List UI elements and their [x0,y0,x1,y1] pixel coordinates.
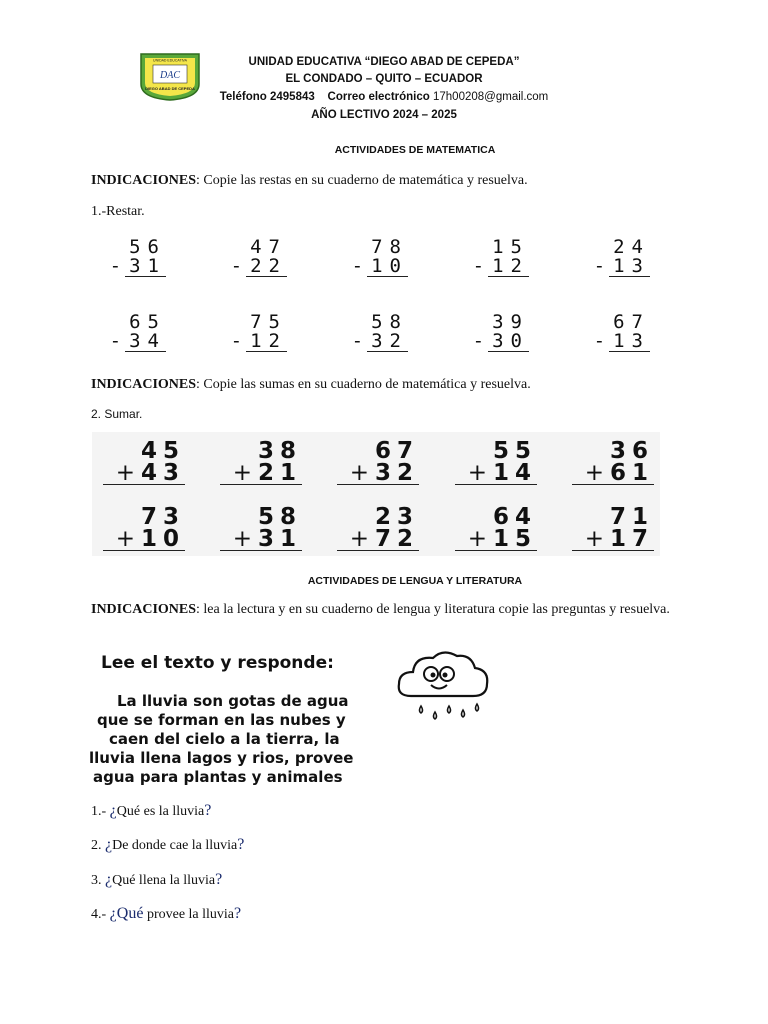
question-mark-close: ? [237,836,245,853]
minuend: 58 [371,311,408,333]
addend-bottom: 14 [492,460,537,486]
subtrahend: 22 [246,257,287,277]
plus-sign: + [584,526,604,552]
addend-top: 45 [140,438,185,464]
addend-bottom: 17 [609,526,654,552]
question-4 [91,905,241,923]
addition-problem [337,506,419,551]
question-text: provee la lluvia [143,907,235,922]
math-indications-sub [91,171,671,191]
plus-sign: + [232,460,252,486]
minus-sign: - [230,330,243,352]
addition-problem [455,440,537,485]
indications-label: INDICACIONES [91,602,197,617]
addition-problem [103,440,185,485]
indications-text: : lea la lectura y en su cuaderno de lengua y literatura copie las preguntas y resuelva. [196,602,670,617]
minuend: 47 [250,236,287,258]
minuend: 39 [492,311,529,333]
minus-sign: - [472,255,485,277]
subtraction-problem [227,313,287,352]
minuend: 67 [613,311,650,333]
question-2 [91,836,244,854]
reading-passage [91,648,491,788]
minus-sign: - [593,255,606,277]
plus-sign: + [115,526,135,552]
subtrahend: 12 [488,257,529,277]
phone-label: Teléfono 2495843 [219,91,315,103]
subtraction-problem [590,238,650,277]
subtrahend: 31 [125,257,166,277]
addition-problem [572,506,654,551]
plus-sign: + [232,526,252,552]
addend-bottom: 21 [257,460,302,486]
rain-cloud-icon [391,648,491,728]
minuend: 56 [129,236,166,258]
question-mark-close: ? [204,802,212,819]
subtraction-problem [348,313,408,352]
question-text: Qué es la lluvia [116,804,205,819]
subtraction-problem [469,313,529,352]
addend-bottom: 32 [374,460,419,486]
addition-problem [455,506,537,551]
minus-sign: - [230,255,243,277]
plus-sign: + [349,526,369,552]
minuend: 15 [492,236,529,258]
language-indications [91,600,671,620]
subtrahend: 34 [125,332,166,352]
minus-sign: - [472,330,485,352]
minuend: 78 [371,236,408,258]
question-text: De donde cae la lluvia [112,838,238,853]
indications-text: : Copie las sumas en su cuaderno de matemática y resuelva. [196,377,531,392]
subtraction-heading: 1.-Restar. [91,204,145,219]
question-number: 2. [91,838,105,853]
question-3 [91,871,222,889]
addend-bottom: 10 [140,526,185,552]
reading-line: que se forman en las nubes y [97,711,346,729]
question-number: 4.- [91,907,110,922]
plus-sign: + [115,460,135,486]
minus-sign: - [109,330,122,352]
reading-line: La lluvia son gotas de agua [117,692,349,710]
minus-sign: - [351,255,364,277]
addition-problem [220,506,302,551]
question-mark-open: ¿ [105,836,113,853]
svg-text:DAC: DAC [160,70,180,81]
addend-top: 67 [374,438,419,464]
subtrahend: 12 [246,332,287,352]
minuend: 65 [129,311,166,333]
minuend: 24 [613,236,650,258]
minus-sign: - [351,330,364,352]
plus-sign: + [349,460,369,486]
subtraction-problem [227,238,287,277]
addend-top: 64 [492,504,537,530]
addend-bottom: 61 [609,460,654,486]
subtrahend: 32 [367,332,408,352]
question-mark-open: ¿Qué [109,905,144,922]
addition-heading: 2. Sumar. [91,407,143,421]
subtrahend: 10 [367,257,408,277]
reading-line: agua para plantas y animales [93,768,343,786]
email-label: Correo electrónico [327,91,430,103]
school-year: AÑO LECTIVO 2024 – 2025 [311,109,457,121]
addend-top: 23 [374,504,419,530]
addition-problem [103,506,185,551]
question-mark-close: ? [215,871,223,888]
question-1 [91,802,211,820]
language-section-title: ACTIVIDADES DE LENGUA Y LITERATURA [307,575,523,587]
question-number: 1.- [91,804,110,819]
reading-line: lluvia llena lagos y rios, provee [89,749,354,767]
addend-bottom: 72 [374,526,419,552]
addend-bottom: 31 [257,526,302,552]
addend-bottom: 43 [140,460,185,486]
indications-text: : Copie las restas en su cuaderno de matemática y resuelva. [196,173,528,188]
subtraction-problem [106,238,166,277]
subtraction-problem [348,238,408,277]
email-address: 17h00208@gmail.com [433,91,549,103]
svg-text:DIEGO ABAD DE CEPEDA: DIEGO ABAD DE CEPEDA [145,86,195,91]
math-section-title: ACTIVIDADES DE MATEMATICA [334,144,496,156]
subtraction-problem [469,238,529,277]
question-text: Qué llena la lluvia [112,873,216,888]
subtraction-problem [106,313,166,352]
question-mark-open: ¿ [105,871,113,888]
minus-sign: - [593,330,606,352]
addend-top: 36 [609,438,654,464]
reading-line: caen del cielo a la tierra, la [109,730,340,748]
minuend: 75 [250,311,287,333]
indications-label: INDICACIONES [91,377,197,392]
school-contact [160,91,608,103]
subtrahend: 30 [488,332,529,352]
indications-label: INDICACIONES [91,173,197,188]
addend-top: 55 [492,438,537,464]
addend-top: 58 [257,504,302,530]
question-mark-open: ¿ [109,802,117,819]
subtrahend: 13 [609,332,650,352]
math-indications-add [91,375,671,395]
addition-problem [337,440,419,485]
plus-sign: + [467,460,487,486]
school-location: EL CONDADO – QUITO – ECUADOR [285,73,483,85]
minus-sign: - [109,255,122,277]
addition-problem [572,440,654,485]
question-number: 3. [91,873,105,888]
reading-title: Lee el texto y responde: [101,653,334,673]
addend-top: 38 [257,438,302,464]
subtraction-problem [590,313,650,352]
plus-sign: + [584,460,604,486]
svg-text:UNIDAD EDUCATIVA: UNIDAD EDUCATIVA [153,58,187,63]
addend-top: 73 [140,504,185,530]
question-mark-close: ? [234,905,242,922]
school-name: UNIDAD EDUCATIVA “DIEGO ABAD DE CEPEDA” [248,56,520,68]
addend-bottom: 15 [492,526,537,552]
addend-top: 71 [609,504,654,530]
addition-problem [220,440,302,485]
subtrahend: 13 [609,257,650,277]
plus-sign: + [467,526,487,552]
